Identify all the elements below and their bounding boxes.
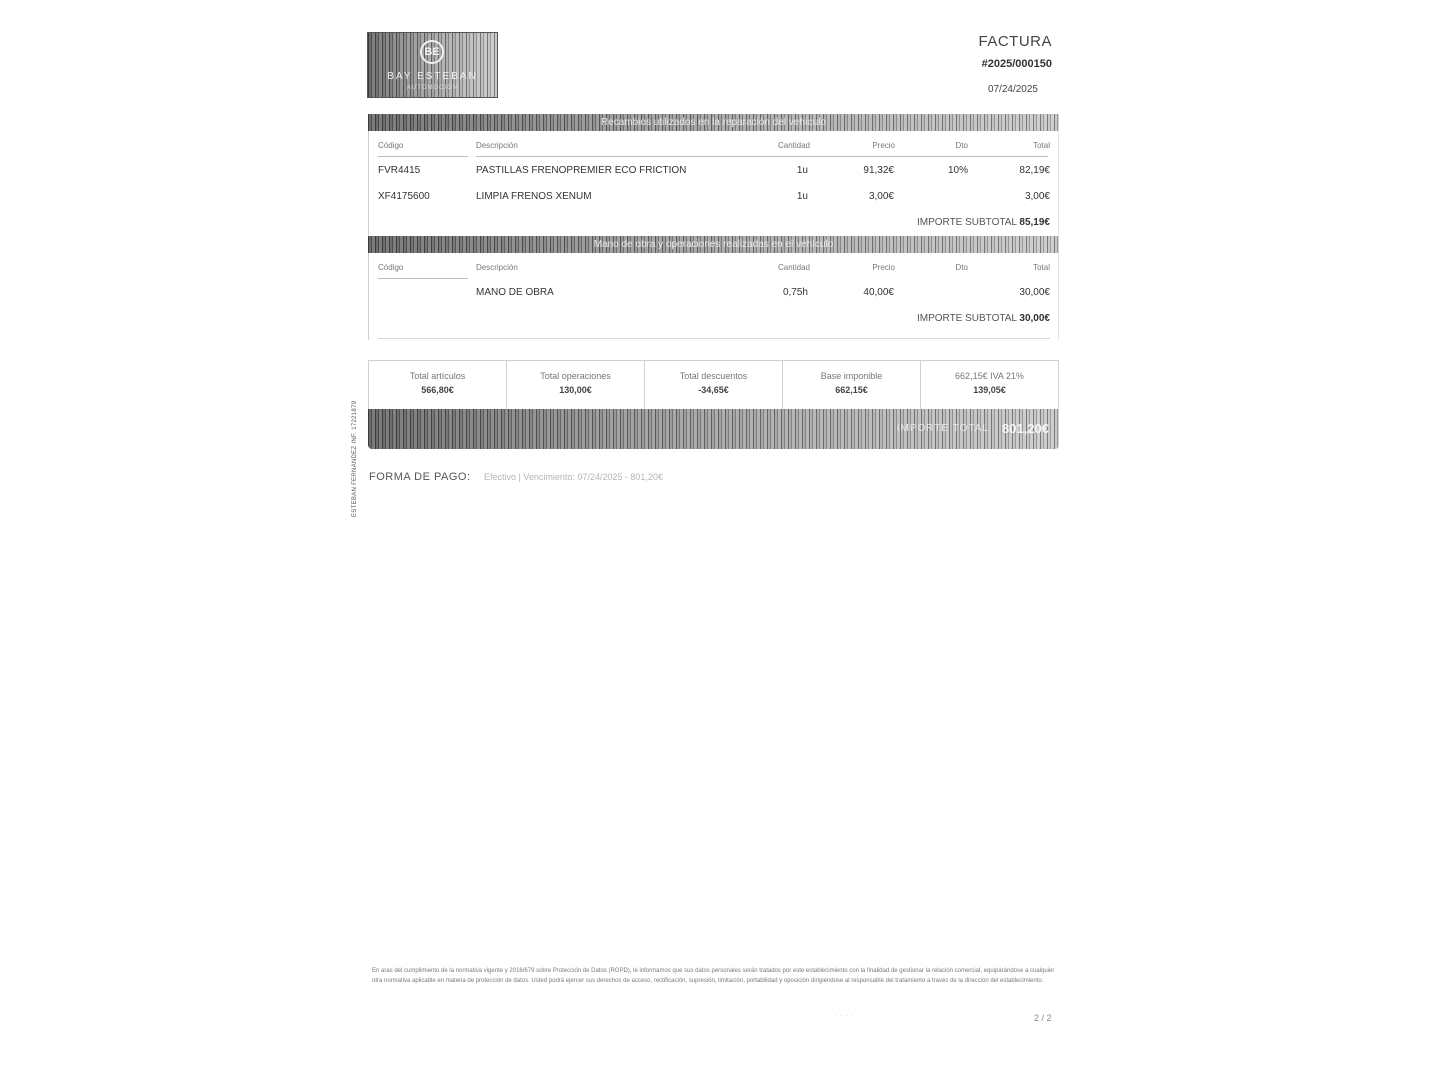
subtotal-value: 30,00€ bbox=[1019, 313, 1050, 324]
divider bbox=[378, 338, 1050, 339]
total-value: 130,00€ bbox=[559, 385, 592, 395]
table-cell-qty: 0,75h bbox=[782, 287, 808, 298]
company-logo bbox=[367, 32, 498, 98]
table-cell-description: LIMPIA FRENOS XENUM bbox=[476, 191, 592, 202]
payment-method-label: FORMA DE PAGO: bbox=[369, 471, 471, 483]
labor-section bbox=[368, 236, 1059, 340]
grand-total-value: 801,20€ bbox=[1002, 421, 1049, 436]
total-value: 139,05€ bbox=[973, 385, 1006, 395]
col-code-header: Código bbox=[378, 141, 404, 150]
logo-mark: BE bbox=[420, 40, 444, 64]
table-cell-description: PASTILLAS FRENOPREMIER ECO FRICTION bbox=[476, 165, 687, 176]
table-cell-description: MANO DE OBRA bbox=[476, 287, 554, 298]
vat-amount bbox=[921, 361, 1058, 409]
table-cell-total: 82,19€ bbox=[1019, 165, 1050, 176]
divider bbox=[378, 156, 468, 157]
total-label: Total descuentos bbox=[679, 371, 748, 381]
table-cell-total: 30,00€ bbox=[1019, 287, 1050, 298]
total-discounts bbox=[645, 361, 783, 409]
table-cell-price: 40,00€ bbox=[863, 287, 894, 298]
table-cell-code: FVR4415 bbox=[378, 165, 421, 176]
total-value: 566,80€ bbox=[421, 385, 454, 395]
parts-subtotal bbox=[917, 217, 1050, 228]
table-cell-price: 3,00€ bbox=[868, 191, 894, 202]
table-cell-discount: 10% bbox=[947, 165, 968, 176]
total-label: 662,15€ IVA 21% bbox=[955, 371, 1024, 381]
scan-mark: · · · · bbox=[834, 1010, 854, 1020]
subtotal-label: IMPORTE SUBTOTAL bbox=[916, 217, 1017, 228]
col-discount-header: Dto bbox=[955, 141, 968, 150]
table-cell-price: 91,32€ bbox=[863, 165, 894, 176]
invoice-type: FACTURA bbox=[978, 33, 1052, 50]
parts-section bbox=[368, 114, 1059, 235]
subtotal-value: 85,19€ bbox=[1019, 217, 1050, 228]
table-cell-qty: 1u bbox=[796, 191, 808, 202]
company-name: BAY ESTEBAN bbox=[387, 71, 478, 82]
total-articles bbox=[369, 361, 507, 409]
total-operations bbox=[507, 361, 645, 409]
table-cell-code: XF4175600 bbox=[378, 191, 430, 202]
divider bbox=[378, 278, 468, 279]
col-description-header: Descripción bbox=[476, 141, 518, 150]
col-qty-header: Cantidad bbox=[777, 263, 810, 272]
col-price-header: Precio bbox=[872, 263, 895, 272]
table-cell-total: 3,00€ bbox=[1024, 191, 1050, 202]
table-cell-qty: 1u bbox=[796, 165, 808, 176]
col-price-header: Precio bbox=[872, 141, 895, 150]
labor-section-header: Mano de obra y operaciones realizadas en el vehículo bbox=[368, 236, 1059, 253]
col-total-header: Total bbox=[1033, 263, 1050, 272]
total-label: Total artículos bbox=[409, 371, 466, 381]
legal-notice: En aras del cumplimiento de la normativa vigente y 2016/679 sobre Protección de Datos (RGPD), le informamos que sus datos personales serán tratados por este establecimiento con la finalidad de gestionar la relación comercial, equiparándose a cualquier otra normativa aplicable en materia de protección de datos. Usted podrá ejercer sus derechos de acceso, rectificación, supresión, limitación, portabilidad y oposición dirigiéndose al responsable del tratamiento a través de la dirección del establecimiento. bbox=[372, 968, 1055, 984]
col-code-header: Código bbox=[378, 263, 404, 272]
invoice-number: #2025/000150 bbox=[981, 58, 1052, 70]
labor-table bbox=[368, 253, 1059, 340]
col-qty-header: Cantidad bbox=[777, 141, 810, 150]
invoice-date: 07/24/2025 bbox=[987, 84, 1038, 95]
total-label: Total operaciones bbox=[540, 371, 611, 381]
total-label: Base imponible bbox=[820, 371, 883, 381]
company-tagline: AUTOMOCION bbox=[406, 85, 459, 91]
col-total-header: Total bbox=[1033, 141, 1050, 150]
taxable-base bbox=[783, 361, 921, 409]
divider bbox=[476, 156, 1048, 157]
labor-subtotal bbox=[917, 313, 1050, 324]
grand-total-label: IMPORTE TOTAL bbox=[896, 423, 989, 434]
col-discount-header: Dto bbox=[955, 263, 968, 272]
totals-summary bbox=[368, 360, 1059, 409]
total-value: 662,15€ bbox=[835, 385, 868, 395]
side-registry-note: ESTEBAN FERNANDEZ INF. 17221879 bbox=[352, 400, 358, 517]
parts-section-header: Recambios utilizados en la reparación del vehículo bbox=[368, 114, 1059, 131]
page-number: 2 / 2 bbox=[1034, 1013, 1052, 1023]
parts-table bbox=[368, 131, 1059, 235]
col-description-header: Descripción bbox=[476, 263, 518, 272]
grand-total-bar bbox=[368, 409, 1059, 449]
payment-method-detail: Efectivo | Vencimiento: 07/24/2025 - 801,20€ bbox=[484, 472, 663, 482]
subtotal-label: IMPORTE SUBTOTAL bbox=[916, 313, 1017, 324]
total-value: -34,65€ bbox=[698, 385, 729, 395]
